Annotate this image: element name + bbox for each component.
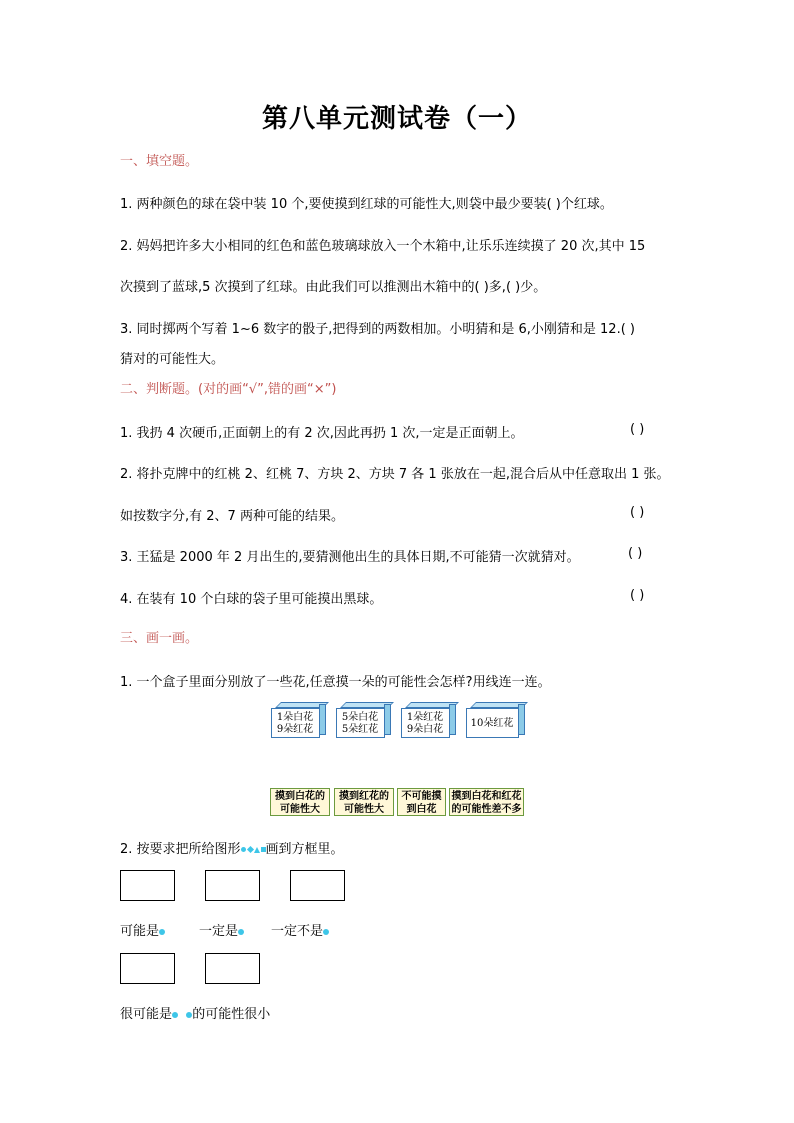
q2-suffix: 画到方框里。 [265,842,344,857]
section2-q4: 4. 在装有 10 个白球的袋子里可能摸出黑球。 [120,592,383,607]
card-line: 不可能摸 [401,791,442,802]
answer-frame[interactable] [205,953,260,984]
box-line: 9朵白花 [406,724,444,735]
label-text: 一定是 [199,924,239,939]
section3-q2 [120,838,344,857]
section2-q3: 3. 王猛是 2000 年 2 月出生的,要猜测他出生的具体日期,不可能猜一次就猜对。 [120,550,580,565]
card-line: 摸到红花的 [339,791,389,802]
label-text: 可能是 [120,924,160,939]
section1-heading: 一、填空题。 [120,154,199,169]
circle-icon [241,847,246,852]
box-line: 9朵红花 [276,724,314,735]
card-line: 摸到白花的 [275,791,325,802]
card-line: 可能性大 [280,804,320,815]
box-line: 5朵白花 [341,712,379,723]
section1-q3-line1: 3. 同时掷两个写着 1~6 数字的骰子,把得到的两数相加。小明猜和是 6,小刚猜和是 12.( ) [120,322,635,337]
answer-paren[interactable]: ( ) [630,422,645,437]
card-line: 的可能性差不多 [451,804,522,815]
answer-frame[interactable] [120,953,175,984]
label-certain [199,920,244,939]
section2-heading: 二、判断题。(对的画“√”,错的画“×”) [120,382,337,397]
answer-frame[interactable] [120,870,175,901]
card-line: 摸到白花和红花 [451,791,522,802]
label-very-likely [120,1003,270,1022]
section2-q2-line1: 2. 将扑克牌中的红桃 2、红桃 7、方块 2、方块 7 各 1 张放在一起,混合后从中任意取出 1 张。 [120,467,670,482]
section1-q2-line2: 次摸到了蓝球,5 次摸到了红球。由此我们可以推测出木箱中的( )多,( )少。 [120,280,547,295]
q2-prefix: 2. 按要求把所给图形 [120,842,241,857]
shape-set [241,842,266,857]
card-line: 可能性大 [344,804,384,815]
label-certain-not [271,920,329,939]
circle-icon [159,929,165,935]
possibility-card[interactable] [270,788,330,816]
section1-q1: 1. 两种颜色的球在袋中装 10 个,要使摸到红球的可能性大,则袋中最少要装( )个红球。 [120,197,613,212]
section2-q2-line2: 如按数字分,有 2、7 两种可能的结果。 [120,509,344,524]
section1-q3-line2: 猜对的可能性大。 [120,352,225,367]
circle-icon [323,929,329,935]
box-line: 1朵红花 [406,712,444,723]
label-text: 一定不是 [271,924,324,939]
answer-paren[interactable]: ( ) [630,588,645,603]
section2-q1: 1. 我扔 4 次硬币,正面朝上的有 2 次,因此再扔 1 次,一定是正面朝上。 [120,426,524,441]
answer-paren[interactable]: ( ) [630,505,645,520]
triangle-icon [254,847,260,853]
page-title: 第八单元测试卷（一） [261,104,532,134]
box-line: 5朵红花 [341,724,379,735]
section3-q1: 1. 一个盒子里面分别放了一些花,任意摸一朵的可能性会怎样?用线连一连。 [120,675,551,690]
possibility-card[interactable] [397,788,446,816]
answer-frame[interactable] [290,870,345,901]
box-line: 10朵红花 [470,718,514,729]
circle-icon [238,929,244,935]
circle-icon [172,1012,178,1018]
answer-paren[interactable]: ( ) [628,546,643,561]
diamond-icon [247,846,254,853]
label-text: 很可能是 [120,1007,173,1022]
possibility-card[interactable] [334,788,394,816]
box-line: 1朵白花 [276,712,314,723]
card-line: 到白花 [406,804,437,815]
section1-q2-line1: 2. 妈妈把许多大小相同的红色和蓝色玻璃球放入一个木箱中,让乐乐连续摸了 20 次,其中 15 [120,239,646,254]
answer-frame[interactable] [205,870,260,901]
possibility-card[interactable] [449,788,524,816]
label-text: 的可能性很小 [192,1007,271,1022]
section3-heading: 三、画一画。 [120,631,199,646]
label-possible [120,920,165,939]
